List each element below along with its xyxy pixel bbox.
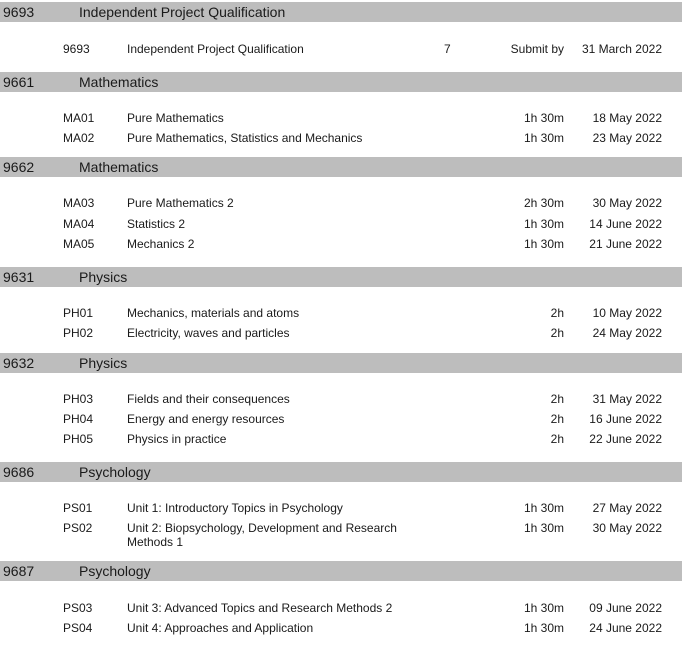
qualification-title: Independent Project Qualification <box>79 4 286 20</box>
paper-title: Pure Mathematics 2 <box>127 196 234 210</box>
paper-date: 18 May 2022 <box>592 111 662 125</box>
qualification-code: 9632 <box>3 355 35 371</box>
paper-title: Unit 2: Biopsychology, Development and Research Methods 1 <box>127 521 397 549</box>
paper-title: Pure Mathematics, Statistics and Mechanics <box>127 131 363 145</box>
paper-date: 22 June 2022 <box>589 432 662 446</box>
qualification-code: 9662 <box>3 159 35 175</box>
paper-date: 31 March 2022 <box>581 42 662 56</box>
paper-duration: 1h 30m <box>523 621 564 635</box>
paper-title: Unit 1: Introductory Topics in Psychology <box>127 501 343 515</box>
paper-code: PS01 <box>63 501 93 515</box>
paper-title: Mechanics, materials and atoms <box>127 306 300 320</box>
paper-duration: 2h <box>550 326 564 340</box>
paper-duration: 1h 30m <box>523 111 564 125</box>
paper-code: MA05 <box>63 237 95 251</box>
section-header <box>0 267 682 287</box>
paper-duration: 2h <box>550 432 564 446</box>
paper-title: Energy and energy resources <box>127 412 285 426</box>
paper-duration: 1h 30m <box>523 521 564 535</box>
paper-title: Unit 3: Advanced Topics and Research Methods 2 <box>127 601 393 615</box>
paper-date: 24 May 2022 <box>592 326 662 340</box>
qualification-code: 9693 <box>3 4 35 20</box>
section-header <box>0 353 682 373</box>
section-header <box>0 2 682 22</box>
paper-duration: 1h 30m <box>523 217 564 231</box>
section-header <box>0 72 682 92</box>
paper-duration: 2h <box>550 412 564 426</box>
qualification-title: Physics <box>79 269 128 285</box>
paper-date: 24 June 2022 <box>589 621 662 635</box>
section-header <box>0 157 682 177</box>
paper-title: Independent Project Qualification <box>127 42 304 56</box>
qualification-title: Psychology <box>79 464 151 480</box>
paper-code: MA03 <box>63 196 95 210</box>
paper-date: 30 May 2022 <box>592 196 662 210</box>
qualification-title: Psychology <box>79 563 151 579</box>
paper-title: Electricity, waves and particles <box>127 326 290 340</box>
paper-date: 14 June 2022 <box>589 217 662 231</box>
paper-duration: 1h 30m <box>523 601 564 615</box>
section-header <box>0 561 682 581</box>
paper-code: PH04 <box>63 412 94 426</box>
paper-code: PH02 <box>63 326 94 340</box>
paper-duration: 1h 30m <box>523 501 564 515</box>
paper-title: Pure Mathematics <box>127 111 224 125</box>
paper-code: PS02 <box>63 521 93 535</box>
qualification-title: Physics <box>79 355 128 371</box>
paper-code: PS04 <box>63 621 93 635</box>
paper-date: 27 May 2022 <box>592 501 662 515</box>
paper-code: PH03 <box>63 392 94 406</box>
qualification-code: 9687 <box>3 563 35 579</box>
qualification-title: Mathematics <box>79 74 159 90</box>
qualification-code: 9661 <box>3 74 35 90</box>
qualification-code: 9631 <box>3 269 35 285</box>
paper-duration: 2h <box>550 306 564 320</box>
paper-date: 23 May 2022 <box>592 131 662 145</box>
paper-title: Fields and their consequences <box>127 392 290 406</box>
paper-date: 10 May 2022 <box>592 306 662 320</box>
paper-code: MA02 <box>63 131 95 145</box>
paper-code: MA04 <box>63 217 95 231</box>
paper-code: MA01 <box>63 111 95 125</box>
paper-title: Mechanics 2 <box>127 237 195 251</box>
paper-code: 9693 <box>63 42 90 56</box>
paper-title: Physics in practice <box>127 432 227 446</box>
paper-duration: 2h 30m <box>523 196 564 210</box>
paper-date: 31 May 2022 <box>592 392 662 406</box>
paper-duration: 2h <box>550 392 564 406</box>
paper-code: PH05 <box>63 432 94 446</box>
paper-duration: 1h 30m <box>523 237 564 251</box>
paper-code: PH01 <box>63 306 94 320</box>
qualification-title: Mathematics <box>79 159 159 175</box>
paper-title: Unit 4: Approaches and Application <box>127 621 314 635</box>
paper-date: 09 June 2022 <box>589 601 662 615</box>
paper-mark: 7 <box>444 42 451 56</box>
paper-duration: Submit by <box>510 42 564 56</box>
paper-title: Statistics 2 <box>127 217 186 231</box>
paper-duration: 1h 30m <box>523 131 564 145</box>
section-header <box>0 462 682 482</box>
paper-date: 16 June 2022 <box>589 412 662 426</box>
paper-date: 21 June 2022 <box>589 237 662 251</box>
paper-code: PS03 <box>63 601 93 615</box>
qualification-code: 9686 <box>3 464 35 480</box>
paper-date: 30 May 2022 <box>592 521 662 535</box>
